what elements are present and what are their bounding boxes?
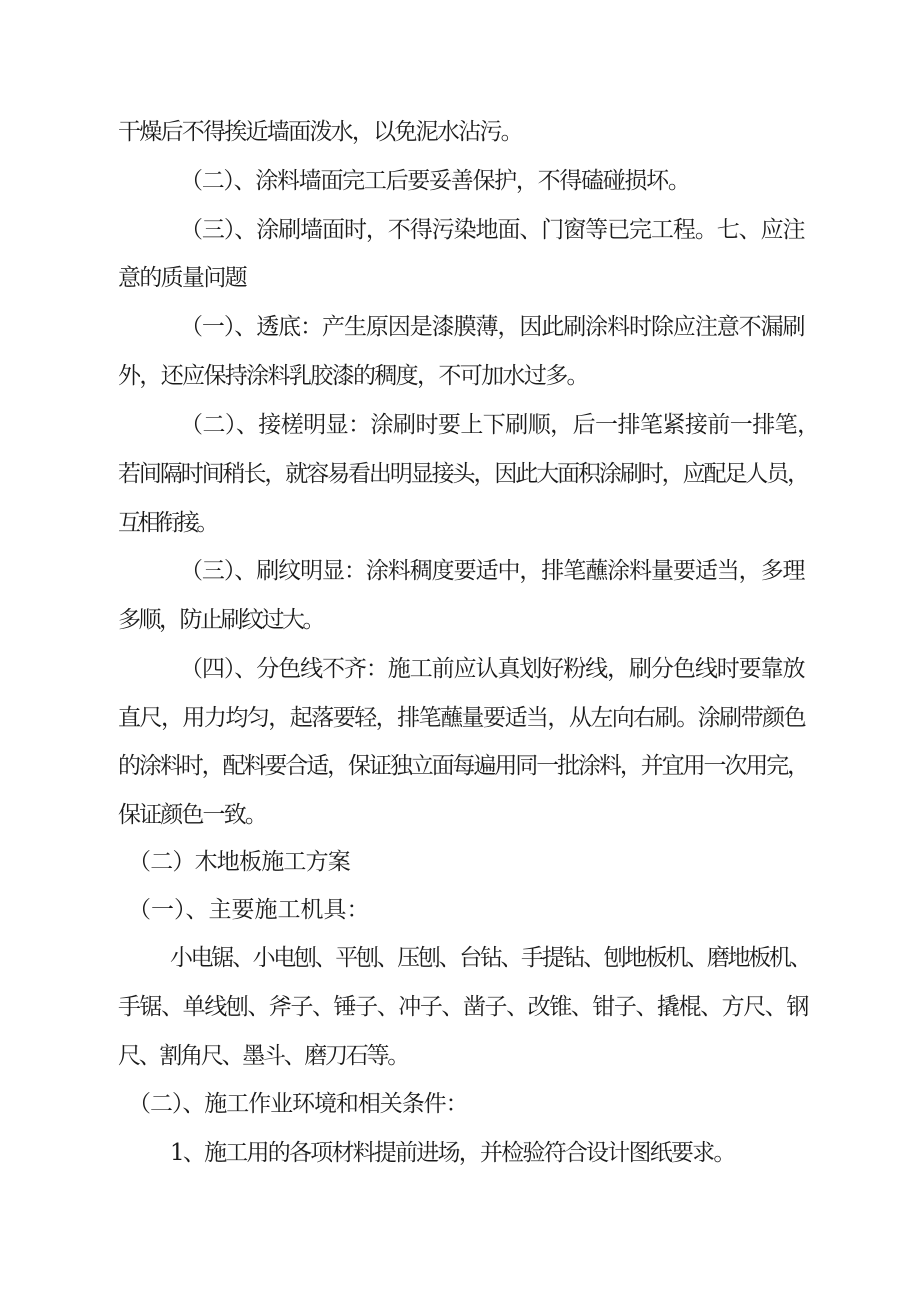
text-line: 保证颜色一致。 [118,802,266,828]
text-line: （四）、分色线不齐：施工前应认真划好粉线，刷分色线时要靠放 [180,656,805,682]
text-line: 外，还应保持涂料乳胶漆的稠度，不可加水过多。 [118,363,588,389]
text-line: 的涂料时，配料要合适，保证独立面每遍用同一批涂料，并宜用一次用完， [118,753,809,779]
section-heading: （二）木地板施工方案 [128,849,351,875]
text-line: （三）、涂刷墙面时，不得污染地面、门窗等已完工程。七、应注 [180,217,805,243]
text-line: （二）、接槎明显：涂刷时要上下刷顺，后一排笔紧接前一排笔， [180,412,820,438]
text-line: 小电锯、小电刨、平刨、压刨、台钻、手提钻、刨地板机、磨地板机、 [170,945,811,971]
text-line: 互相衔接。 [118,510,217,536]
text-line: 多顺，防止刷纹过大。 [118,607,323,633]
text-line: （三）、刷纹明显：涂料稠度要适中，排笔蘸涂料量要适当，多理 [180,558,805,584]
text-line: 直尺，用力均匀，起落要轻，排笔蘸量要适当，从左向右刷。涂刷带颜色 [118,705,806,731]
text-line: 手锯、单线刨、斧子、锤子、冲子、凿子、改锥、钳子、撬棍、方尺、钢 [118,994,808,1020]
text-line: 尺、割角尺、墨斗、磨刀石等。 [118,1043,408,1069]
text-line: 干燥后不得挨近墙面泼水，以免泥水沾污。 [118,119,522,145]
text-line: 若间隔时间稍长，就容易看出明显接头，因此大面积涂刷时，应配足人员， [118,461,809,487]
text-line: 意的质量问题 [118,265,246,291]
subsection-heading: （一）、主要施工机具： [128,897,370,923]
subsection-heading: （二）、施工作业环境和相关条件： [128,1091,468,1117]
list-item: 1、施工用的各项材料提前进场，并检验符合设计图纸要求。 [170,1140,735,1166]
text-line: （二）、涂料墙面完工后要妥善保护，不得磕碰损坏。 [180,168,690,194]
text-line: （一）、透底：产生原因是漆膜薄，因此刷涂料时除应注意不漏刷 [180,314,805,340]
